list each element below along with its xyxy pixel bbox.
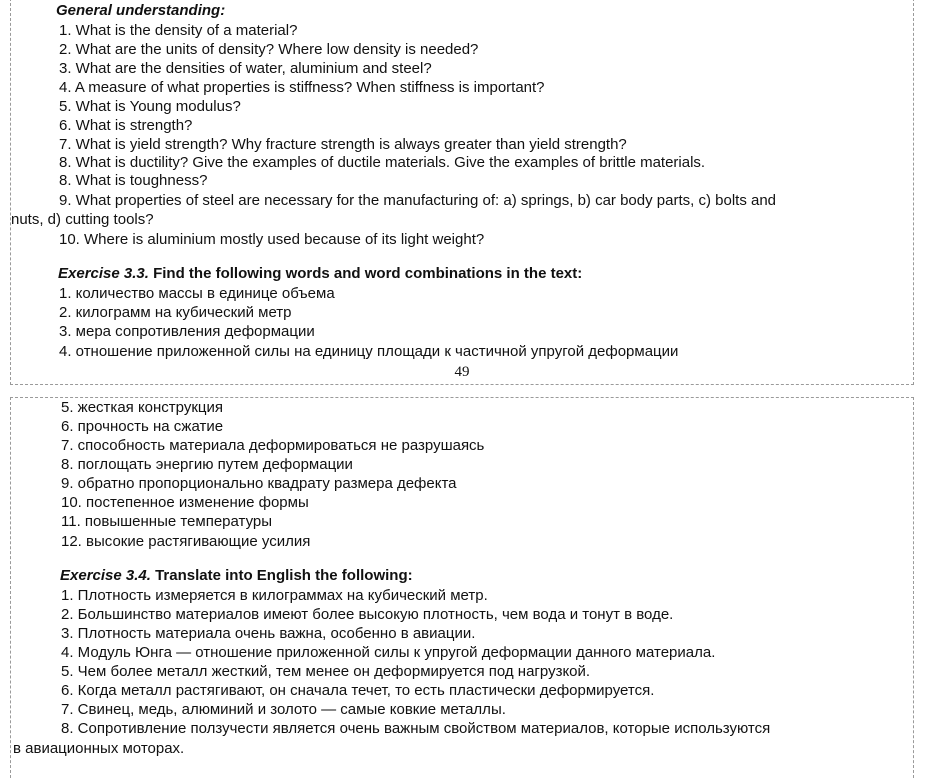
question-item: 2. What are the units of density? Where low density is needed? [59,41,479,58]
question-item: 4. A measure of what properties is stiffness? When stiffness is important? [59,79,545,96]
exercise-item: 3. мера сопротивления деформации [59,323,315,340]
page-50 [10,397,914,778]
exercise-item: 6. прочность на сжатие [61,418,224,435]
exercise-item: 5. Чем более металл жесткий, тем менее он деформируется под нагрузкой. [61,663,591,680]
exercise-item: 10. постепенное изменение формы [61,494,309,511]
exercise-item: 8. Сопротивление ползучести является очень важным свойством материалов, которые используются [61,720,771,737]
exercise-3-3-number: Exercise 3.3. [58,265,149,282]
question-item: 5. What is Young modulus? [59,98,241,115]
exercise-item: 7. Свинец, медь, алюминий и золото — самые ковкие металлы. [61,701,506,718]
question-item: 10. Where is aluminium mostly used because of its light weight? [59,231,485,248]
question-item: 3. What are the densities of water, aluminium and steel? [59,60,432,77]
page-number: 49 [454,364,470,380]
question-item: 1. What is the density of a material? [59,22,298,39]
exercise-item-continuation: в авиационных моторах. [13,740,185,757]
exercise-3-4-heading [60,567,413,585]
exercise-item: 11. повышенные температуры [61,513,273,530]
exercise-item: 6. Когда металл растягивают, он сначала течет, то есть пластически деформируется. [61,682,655,699]
exercise-item: 1. количество массы в единице объема [59,285,335,302]
exercise-3-3-title: Find the following words and word combinations in the text: [153,265,583,282]
exercise-3-3-heading [58,265,582,283]
question-item-continuation: nuts, d) cutting tools? [11,211,154,228]
exercise-item: 4. Модуль Юнга — отношение приложенной силы к упругой деформации данного материала. [61,644,716,661]
exercise-3-4-number: Exercise 3.4. [60,567,151,584]
question-item: 8. What is toughness? [59,172,208,189]
page-49 [10,0,914,385]
exercise-item: 2. Большинство материалов имеют более высокую плотность, чем вода и тонут в воде. [61,606,674,623]
exercise-item: 1. Плотность измеряется в килограммах на кубический метр. [61,587,488,604]
exercise-item: 7. способность материала деформироваться не разрушаясь [61,437,485,454]
exercise-item: 5. жесткая конструкция [61,399,224,416]
question-item: 9. What properties of steel are necessary for the manufacturing of: a) springs, b) car body parts, c) bolts and [59,192,777,209]
question-item: 6. What is strength? [59,117,193,134]
exercise-item: 2. килограмм на кубический метр [59,304,292,321]
exercise-item: 4. отношение приложенной силы на единицу площади к частичной упругой деформации [59,343,679,360]
question-item: 8. What is ductility? Give the examples of ductile materials. Give the examples of brittle materials. [59,154,706,171]
exercise-item: 12. высокие растягивающие усилия [61,533,311,550]
general-understanding-heading: General understanding: [56,2,226,19]
question-item: 7. What is yield strength? Why fracture strength is always greater than yield strength? [59,136,627,153]
exercise-item: 8. поглощать энергию путем деформации [61,456,353,473]
exercise-item: 3. Плотность материала очень важна, особенно в авиации. [61,625,476,642]
exercise-item: 9. обратно пропорционально квадрату размера дефекта [61,475,457,492]
exercise-3-4-title: Translate into English the following: [155,567,413,584]
